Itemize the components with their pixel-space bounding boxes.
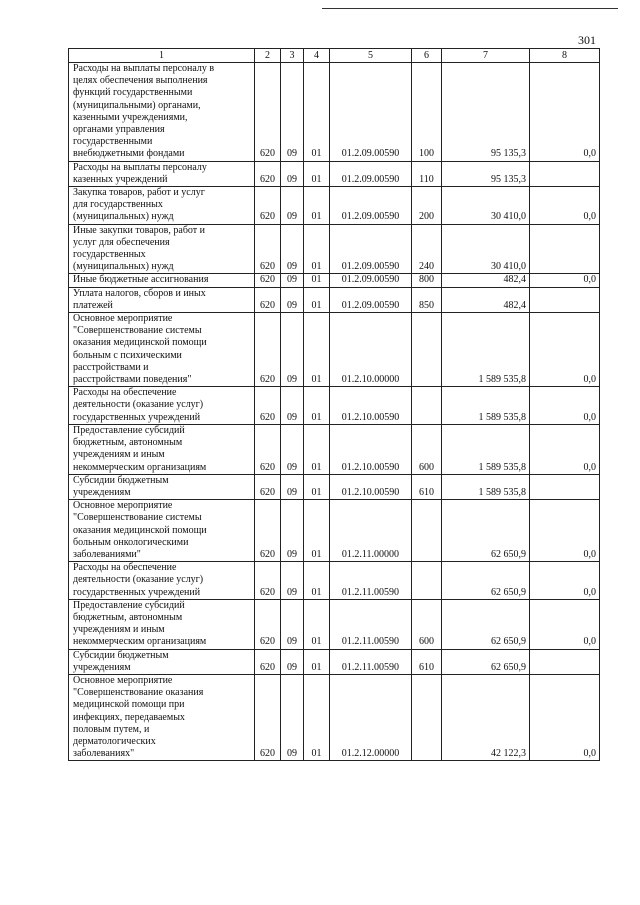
expense-type-cell: 600 [412,599,442,649]
amount-cell: 1 589 535,8 [442,313,530,387]
table-row [69,387,600,425]
column8-cell: 0,0 [530,63,600,162]
target-article-cell: 01.2.10.00590 [330,387,412,425]
header-cell: 8 [530,49,600,63]
section-code-cell: 09 [281,674,304,760]
target-article-cell: 01.2.09.00590 [330,274,412,287]
subsection-code-cell: 01 [304,224,330,274]
expense-type-cell [412,674,442,760]
amount-cell: 482,4 [442,287,530,312]
table-row [69,424,600,474]
section-code-cell: 09 [281,63,304,162]
amount-cell: 62 650,9 [442,562,530,600]
table-row [69,500,600,562]
column8-cell: 0,0 [530,599,600,649]
section-code-cell: 09 [281,224,304,274]
column8-cell: 0,0 [530,674,600,760]
section-code-cell: 09 [281,313,304,387]
column8-cell [530,287,600,312]
department-code-cell: 620 [255,63,281,162]
table-row [69,224,600,274]
row-name-cell: Основное мероприятие "Совершенствование системы оказания медицинской помощи больным с психическими расстройствами и расстройствами поведения" [69,313,255,387]
amount-cell: 1 589 535,8 [442,387,530,425]
amount-cell: 30 410,0 [442,187,530,225]
row-name-cell: Предоставление субсидий бюджетным, автономным учреждениям и иным некоммерческим организациям [69,599,255,649]
section-code-cell: 09 [281,287,304,312]
table-row [69,274,600,287]
expense-type-cell: 110 [412,161,442,186]
subsection-code-cell: 01 [304,287,330,312]
section-code-cell: 09 [281,474,304,499]
row-name-cell: Субсидии бюджетным учреждениям [69,474,255,499]
subsection-code-cell: 01 [304,187,330,225]
column8-cell [530,474,600,499]
subsection-code-cell: 01 [304,63,330,162]
department-code-cell: 620 [255,674,281,760]
subsection-code-cell: 01 [304,674,330,760]
row-name-cell: Расходы на выплаты персоналу казенных учреждений [69,161,255,186]
target-article-cell: 01.2.09.00590 [330,63,412,162]
header-row [69,49,600,63]
expense-type-cell [412,562,442,600]
column8-cell: 0,0 [530,313,600,387]
department-code-cell: 620 [255,599,281,649]
row-name-cell: Основное мероприятие "Совершенствование системы оказания медицинской помощи больным онкологическими заболеваниями" [69,500,255,562]
column8-cell [530,224,600,274]
expense-type-cell: 240 [412,224,442,274]
subsection-code-cell: 01 [304,474,330,499]
department-code-cell: 620 [255,387,281,425]
row-name-cell: Иные бюджетные ассигнования [69,274,255,287]
subsection-code-cell: 01 [304,424,330,474]
table-row [69,649,600,674]
top-rule [322,8,618,9]
department-code-cell: 620 [255,474,281,499]
department-code-cell: 620 [255,500,281,562]
subsection-code-cell: 01 [304,500,330,562]
section-code-cell: 09 [281,500,304,562]
table-row [69,562,600,600]
table-row [69,313,600,387]
section-code-cell: 09 [281,424,304,474]
row-name-cell: Уплата налогов, сборов и иных платежей [69,287,255,312]
target-article-cell: 01.2.09.00590 [330,287,412,312]
table-row [69,287,600,312]
row-name-cell: Закупка товаров, работ и услуг для государственных (муниципальных) нужд [69,187,255,225]
amount-cell: 1 589 535,8 [442,474,530,499]
subsection-code-cell: 01 [304,274,330,287]
header-cell: 5 [330,49,412,63]
expense-type-cell [412,313,442,387]
table-row [69,187,600,225]
row-name-cell: Расходы на обеспечение деятельности (оказание услуг) государственных учреждений [69,562,255,600]
amount-cell: 30 410,0 [442,224,530,274]
target-article-cell: 01.2.09.00590 [330,187,412,225]
subsection-code-cell: 01 [304,649,330,674]
section-code-cell: 09 [281,187,304,225]
table-row [69,474,600,499]
target-article-cell: 01.2.10.00000 [330,313,412,387]
section-code-cell: 09 [281,387,304,425]
amount-cell: 1 589 535,8 [442,424,530,474]
column8-cell [530,161,600,186]
header-cell: 2 [255,49,281,63]
section-code-cell: 09 [281,562,304,600]
column8-cell: 0,0 [530,387,600,425]
expense-type-cell: 600 [412,424,442,474]
subsection-code-cell: 01 [304,313,330,387]
expense-type-cell [412,387,442,425]
department-code-cell: 620 [255,274,281,287]
department-code-cell: 620 [255,161,281,186]
expense-type-cell: 800 [412,274,442,287]
amount-cell: 62 650,9 [442,500,530,562]
row-name-cell: Субсидии бюджетным учреждениям [69,649,255,674]
target-article-cell: 01.2.09.00590 [330,161,412,186]
amount-cell: 42 122,3 [442,674,530,760]
row-name-cell: Расходы на выплаты персоналу в целях обеспечения выполнения функций государственными (муниципальными) органами, казенными учреждениями, органами управления государственными внебюджетными фондами [69,63,255,162]
row-name-cell: Основное мероприятие "Совершенствование оказания медицинской помощи при инфекциях, передаваемых половым путем, и дерматологических заболеваниях" [69,674,255,760]
table-row [69,63,600,162]
column8-cell [530,649,600,674]
target-article-cell: 01.2.10.00590 [330,424,412,474]
amount-cell: 62 650,9 [442,599,530,649]
target-article-cell: 01.2.11.00590 [330,562,412,600]
row-name-cell: Иные закупки товаров, работ и услуг для обеспечения государственных (муниципальных) нужд [69,224,255,274]
column8-cell: 0,0 [530,187,600,225]
page-number: 301 [578,33,596,47]
header-cell: 7 [442,49,530,63]
row-name-cell: Предоставление субсидий бюджетным, автономным учреждениям и иным некоммерческим организациям [69,424,255,474]
target-article-cell: 01.2.11.00590 [330,599,412,649]
column8-cell: 0,0 [530,500,600,562]
subsection-code-cell: 01 [304,387,330,425]
subsection-code-cell: 01 [304,562,330,600]
column8-cell: 0,0 [530,424,600,474]
department-code-cell: 620 [255,424,281,474]
amount-cell: 95 135,3 [442,63,530,162]
amount-cell: 95 135,3 [442,161,530,186]
amount-cell: 482,4 [442,274,530,287]
target-article-cell: 01.2.09.00590 [330,224,412,274]
amount-cell: 62 650,9 [442,649,530,674]
department-code-cell: 620 [255,187,281,225]
section-code-cell: 09 [281,161,304,186]
target-article-cell: 01.2.12.00000 [330,674,412,760]
table-row [69,161,600,186]
section-code-cell: 09 [281,599,304,649]
subsection-code-cell: 01 [304,599,330,649]
department-code-cell: 620 [255,313,281,387]
expense-type-cell [412,500,442,562]
department-code-cell: 620 [255,649,281,674]
target-article-cell: 01.2.11.00590 [330,649,412,674]
target-article-cell: 01.2.11.00000 [330,500,412,562]
department-code-cell: 620 [255,287,281,312]
row-name-cell: Расходы на обеспечение деятельности (оказание услуг) государственных учреждений [69,387,255,425]
department-code-cell: 620 [255,224,281,274]
expense-type-cell: 200 [412,187,442,225]
header-cell: 4 [304,49,330,63]
budget-table [68,48,600,761]
target-article-cell: 01.2.10.00590 [330,474,412,499]
section-code-cell: 09 [281,649,304,674]
column8-cell: 0,0 [530,562,600,600]
table-row [69,674,600,760]
section-code-cell: 09 [281,274,304,287]
expense-type-cell: 610 [412,649,442,674]
table-row [69,599,600,649]
expense-type-cell: 850 [412,287,442,312]
header-cell: 6 [412,49,442,63]
expense-type-cell: 610 [412,474,442,499]
column8-cell: 0,0 [530,274,600,287]
header-cell: 1 [69,49,255,63]
header-cell: 3 [281,49,304,63]
subsection-code-cell: 01 [304,161,330,186]
expense-type-cell: 100 [412,63,442,162]
department-code-cell: 620 [255,562,281,600]
